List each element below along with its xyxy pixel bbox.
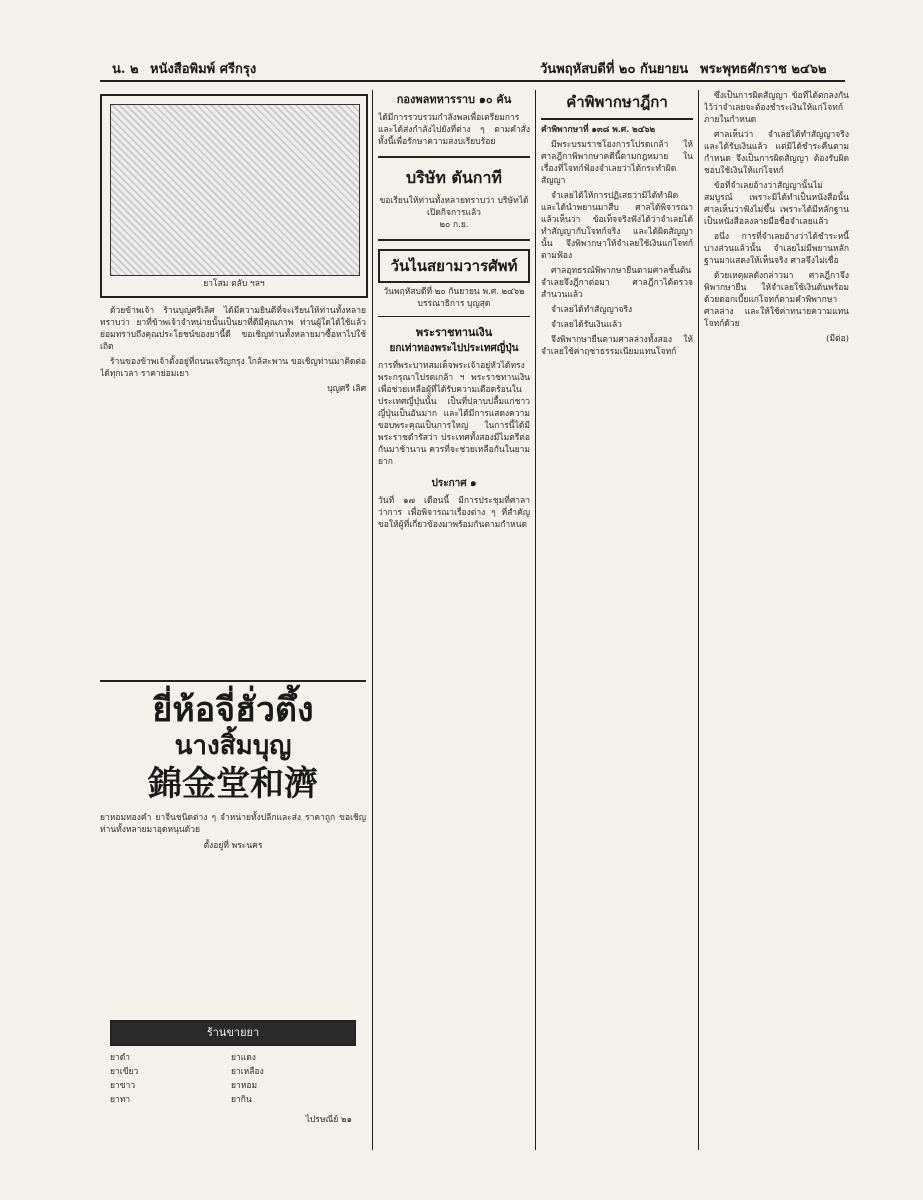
product-list <box>110 1052 352 1126</box>
ad-subtitle: นางสิ้มบุญ <box>174 731 292 761</box>
illustration-box <box>100 94 368 298</box>
list-item: จำเลยได้รับเงินแล้ว <box>551 320 622 330</box>
ad-chinese: 錦金堂和濟 <box>148 764 318 804</box>
column-1 <box>100 90 368 1150</box>
ad-footer: ตั้งอยู่ที่ พระนคร <box>203 841 263 851</box>
list-item: ยาดำ <box>110 1053 131 1063</box>
ad-title: ยี่ห้อจี่ฮั่วตึ้ง <box>152 690 314 730</box>
section-body: ได้มีการรวบรวมกำลังพลเพื่อเตรียมการ และได้ส่งกำลังไปยังที่ต่าง ๆ ตามคำสั่ง ทั้งนี้เพื่อรักษาความสงบเรียบร้อย <box>378 113 530 147</box>
engraving-image <box>110 104 360 276</box>
banner <box>110 1020 356 1046</box>
advertisement <box>100 690 366 852</box>
column-3 <box>541 90 693 1150</box>
section-rule <box>378 316 530 317</box>
paragraph: จึงพิพากษายืนตามศาลล่างทั้งสอง ให้จำเลยใช้ค่าฤชาธรรมเนียมแทนโจทก์ <box>541 335 693 357</box>
company-date: ๒๐ ก.ย. <box>439 220 469 230</box>
issue-date: วันพฤหัสบดีที่ ๒๐ กันยายน <box>540 62 689 77</box>
masthead-editor: บรรณาธิการ บุญสุด <box>417 299 491 309</box>
article-title: พระราชทานเงิน <box>415 326 493 339</box>
page-number: น. ๒ <box>112 62 139 77</box>
paragraph: จำเลยได้ให้การปฏิเสธว่ามิได้ทำผิด และได้นำพยานมาสืบ ศาลได้พิจารณาแล้วเห็นว่า ข้อเท็จจริงฟังได้ว่าจำเลยได้ทำสัญญากับโจทก์จริง และได้ผิดสัญญานั้น จึงพิพากษาให้จำเลยใช้เงินแก่โจทก์ตามฟ้อง <box>541 191 693 261</box>
paragraph: ด้วยข้าพเจ้า ร้านบุญศรีเลิศ ได้มีความยินดีที่จะเรียนให้ท่านทั้งหลายทราบว่า ยาที่ข้าพเจ้าจำหน่ายนั้นเป็นยาที่ดีมีคุณภาพ ท่านผู้ใดได้ใช้แล้วย่อมทราบถึงคุณประโยชน์ของยานี้ดี ขอเชิญท่านทั้งหลายมาซื้อหาไปใช้เถิด <box>100 306 366 352</box>
section-rule <box>378 156 530 158</box>
section-rule <box>100 680 366 682</box>
paragraph: ข้อที่จำเลยอ้างว่าสัญญานั้นไม่สมบูรณ์ เพราะมิได้ทำเป็นหนังสือนั้น ศาลเห็นว่าฟังไม่ขึ้น เพราะได้มีหลักฐานเป็นหนังสือลงลายมือชื่อจำเลยแล้ว <box>704 181 849 227</box>
list-item: ยาหอม <box>231 1081 258 1091</box>
section-title: กองพลทหารราบ ๑๐ คัน <box>396 93 512 106</box>
column-divider <box>698 90 699 1150</box>
paragraph: ศาลอุทธรณ์พิพากษายืนตามศาลชั้นต้น จำเลยจึงฎีกาต่อมา ศาลฎีกาได้ตรวจสำนวนแล้ว <box>541 266 693 300</box>
article-body: การที่พระบาทสมเด็จพระเจ้าอยู่หัวได้ทรงพระกรุณาโปรดเกล้า ฯ พระราชทานเงินเพื่อช่วยเหลือผู้ที่ได้รับความเดือดร้อนในประเทศญี่ปุ่นนั้น เป็นที่ปลาบปลื้มแก่ชาวญี่ปุ่นเป็นอันมาก และได้มีการแสดงความขอบพระคุณเป็นการใหญ่ ในการนี้ได้มีพระราชดำรัสว่า ประเทศทั้งสองมีไมตรีต่อกันมาช้านาน ควรที่จะช่วยเหลือกันในยามยาก <box>378 361 530 467</box>
header-rule <box>100 80 845 82</box>
list-item: ยาขาว <box>110 1081 136 1091</box>
company-body: ขอเรียนให้ท่านทั้งหลายทราบว่า บริษัทได้เปิดกิจการแล้ว <box>379 196 529 218</box>
article-subtitle: ยกเท่าทองพระไปประเทศญี่ปุ่น <box>389 343 519 354</box>
list-item: ยาเขียว <box>110 1067 139 1077</box>
masthead-date: วันพฤหัสบดีที่ ๒๐ กันยายน พ.ศ. ๒๔๖๒ <box>383 287 525 297</box>
article-body <box>704 90 849 345</box>
bottom-note: ไปรษณีย์ ๒๑ <box>305 1115 352 1125</box>
article-body <box>100 305 366 398</box>
list-item: ยากิน <box>231 1095 252 1105</box>
paragraph: ร้านของข้าพเจ้าตั้งอยู่ที่ถนนเจริญกรุง ใกล้สะพาน ขอเชิญท่านมาติดต่อได้ทุกเวลา ราคาย่อมเยา <box>100 357 366 379</box>
section-label: ประกาศ ๑ <box>431 478 477 489</box>
paragraph: ด้วยเหตุผลดังกล่าวมา ศาลฎีกาจึงพิพากษายืน ให้จำเลยใช้เงินต้นพร้อมด้วยดอกเบี้ยแก่โจทก์ตามคำพิพากษาศาลล่าง และให้ใช้ค่าทนายความแทนโจทก์ด้วย <box>704 271 849 329</box>
company-title: บริษัท ตันกาที <box>406 168 502 187</box>
paragraph: ซึ่งเป็นการผิดสัญญา ข้อที่ได้ตกลงกันไว้ว่าจำเลยจะต้องชำระเงินให้แก่โจทก์ภายในกำหนด <box>704 91 849 125</box>
list-item: ยาทา <box>110 1095 131 1105</box>
section-rule <box>378 239 530 241</box>
masthead-title: วันไนสยามวารศัพท์ <box>378 249 530 283</box>
paragraph: อนึ่ง การที่จำเลยอ้างว่าได้ชำระหนี้บางส่วนแล้วนั้น จำเลยไม่มีพยานหลักฐานมาแสดงให้เห็นจริง ศาลจึงไม่เชื่อ <box>704 232 849 266</box>
list-item: ยาเหลือง <box>231 1067 264 1077</box>
column-2 <box>378 90 530 1150</box>
ad-body: ยาหอมทองคำ ยาจีนชนิดต่าง ๆ จำหน่ายทั้งปลีกและส่ง ราคาถูก ขอเชิญท่านทั้งหลายมาอุดหนุนด้วย <box>100 813 366 835</box>
continued-note: (มีต่อ) <box>826 334 849 344</box>
case-number: คำพิพากษาที่ ๑๓๘ พ.ศ. ๒๔๖๒ <box>541 125 656 135</box>
illustration-caption: ยาโสม ตลับ ฯลฯ <box>203 279 265 289</box>
paragraph: มีพระบรมราชโองการโปรดเกล้า ให้ศาลฎีกาพิพากษาคดีนี้ตามกฎหมาย ในเรื่องที่โจทก์ฟ้องจำเลยว่าได้กระทำผิดสัญญา <box>541 140 693 186</box>
section-body: วันที่ ๑๗ เดือนนี้ มีการประชุมที่ศาลาว่าการ เพื่อพิจารณาเรื่องต่าง ๆ ที่สำคัญ ขอให้ผู้ที่เกี่ยวข้องมาพร้อมกันตามกำหนด <box>378 496 530 530</box>
paper-name: หนังสือพิมพ์ ศรีกรุง <box>150 62 257 77</box>
column-divider <box>535 90 536 1150</box>
article-title: คำพิพากษาฎีกา <box>541 90 693 120</box>
list-item: จำเลยได้ทำสัญญาจริง <box>551 305 633 315</box>
article-body <box>541 139 693 358</box>
list-item: ยาแดง <box>231 1053 256 1063</box>
signature: บุญศรี เลิศ <box>327 384 366 394</box>
banner-label: ร้านขายยา <box>206 1026 260 1039</box>
column-divider <box>372 90 373 1150</box>
paragraph: ศาลเห็นว่า จำเลยได้ทำสัญญาจริง และได้รับเงินแล้ว แต่มิได้ชำระคืนตามกำหนด จึงเป็นการผิดสัญญา ต้องรับผิดชอบใช้เงินให้แก่โจทก์ <box>704 130 849 176</box>
column-4 <box>704 90 849 1150</box>
issue-year: พระพุทธศักราช ๒๔๖๒ <box>700 62 827 77</box>
